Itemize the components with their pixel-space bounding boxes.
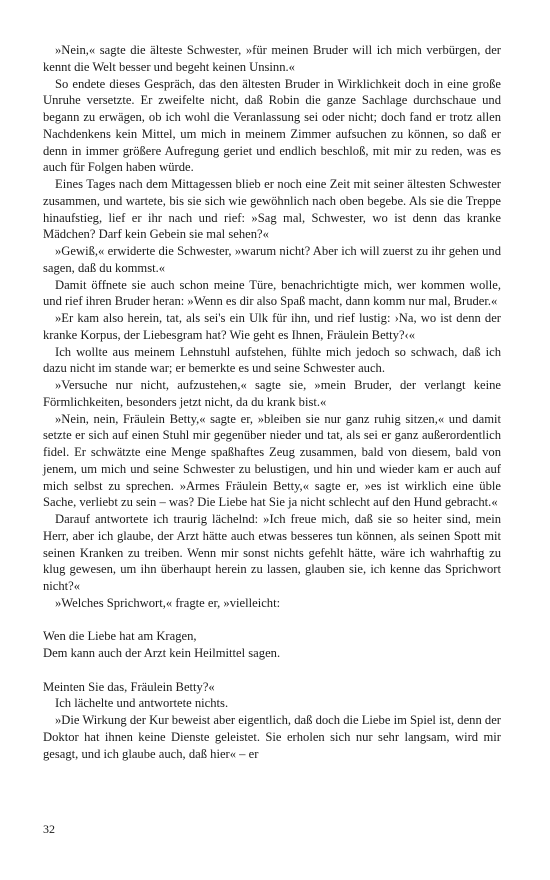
paragraph: »Er kam also herein, tat, als sei's ein Ulk für ihn, und rief lustig: ›Na, wo ist denn der kranke Korpus, der Liebesgram hat? Wie geht es Ihnen, Fräulein Betty?‹« <box>43 311 501 342</box>
paragraph: Meinten Sie das, Fräulein Betty?« <box>43 679 215 694</box>
paragraph: »Nein, nein, Fräulein Betty,« sagte er, »bleiben sie nur ganz ruhig sitzen,« und damit setzte er sich auf einen Stuhl mir gegenüber nieder und tat, als sei er ganz außerordentlich fidel. Er schwätzte eine Menge spaßhaftes Zeug zusammen, bald von diesem, bald von jenem, um mich und seine Schwester zu belustigen, und hin und wieder kam er auch auf mich selbst zu sprechen. »Armes Fräulein Betty,« sagte er, »es ist wirklich eine üble Sache, verliebt zu sein – was? Die Liebe hat Sie ja nicht schlecht auf den Hund gebracht.« <box>43 411 501 510</box>
paragraph: Darauf antwortete ich traurig lächelnd: »Ich freue mich, daß sie so heiter sind, mein Herr, aber ich glaube, der Arzt hätte auch etwas besseres tun können, als seinen Spott mit seinen Kranken zu treiben. Wenn mir sonst nichts gefehlt hätte, wäre ich wahrhaftig zu klug gewesen, um ihn überhaupt herein zu lassen, glauben sie, ich kenne das Sprichwort nicht?« <box>43 512 501 593</box>
page-number: 32 <box>43 822 55 836</box>
paragraph: So endete dieses Gespräch, das den ältesten Bruder in Wirklichkeit doch in eine große Unruhe versetzte. Er zweifelte nicht, daß Robin die ganze Sachlage durchschaue und begann zu erwägen, ob ich wohl die Veranlassung sei oder nicht; doch fand er trotz allen Nachdenkens kein Mittel, um mich in meinem Zimmer aufsuchen zu können, so daß er denn in immer größere Aufregung geriet und endlich beschloß, mit mir zu reden, was es auch für Folgen haben würde. <box>43 76 501 175</box>
paragraph: Damit öffnete sie auch schon meine Türe, benachrichtigte mich, wer kommen wolle, und rief ihren Bruder heran: »Wenn es dir also Spaß macht, dann komm nur mal, Bruder.« <box>43 277 501 309</box>
body-text <box>43 42 501 762</box>
verse-quote <box>43 628 501 662</box>
paragraph: »Die Wirkung der Kur beweist aber eigentlich, daß doch die Liebe im Spiel ist, denn der Doktor hat ihnen keine Dienste geleistet. Sie erholen sich nur sehr langsam, wird mir gesagt, und ich glaube auch, daß hier« – er <box>43 713 501 761</box>
paragraph: Eines Tages nach dem Mittagessen blieb er noch eine Zeit mit seiner ältesten Schwester zusammen, und wartete, bis sie sich wie gewöhnlich nach oben begebe. Als sie die Treppe hinaufstieg, lief er ihr nach und rief: »Sag mal, Schwester, wo ist denn das kranke Mädchen? Darf kein Gebein sie mal sehen?« <box>43 177 501 242</box>
paragraph: »Welches Sprichwort,« fragte er, »vielleicht: <box>55 595 281 610</box>
verse-line: Wen die Liebe hat am Kragen, <box>43 629 197 644</box>
paragraph: »Versuche nur nicht, aufzustehen,« sagte sie, »mein Bruder, der verlangt keine Förmlichkeiten, besonders jetzt nicht, da du krank bist.« <box>43 378 501 409</box>
paragraph: Ich wollte aus meinem Lehnstuhl aufstehen, fühlte mich jedoch so schwach, daß ich dazu nicht im stande war; er bemerkte es und seine Schwester auch. <box>43 344 501 376</box>
paragraph: Ich lächelte und antwortete nichts. <box>55 696 229 711</box>
paragraph: »Nein,« sagte die älteste Schwester, »für meinen Bruder will ich mich verbürgen, der kennt die Welt besser und begeht keinen Unsinn.« <box>43 43 501 74</box>
verse-line: Dem kann auch der Arzt kein Heilmittel sagen. <box>43 646 281 660</box>
paragraph: »Gewiß,« erwiderte die Schwester, »warum nicht? Aber ich will zuerst zu ihr gehen und sagen, daß du kommst.« <box>43 244 501 275</box>
